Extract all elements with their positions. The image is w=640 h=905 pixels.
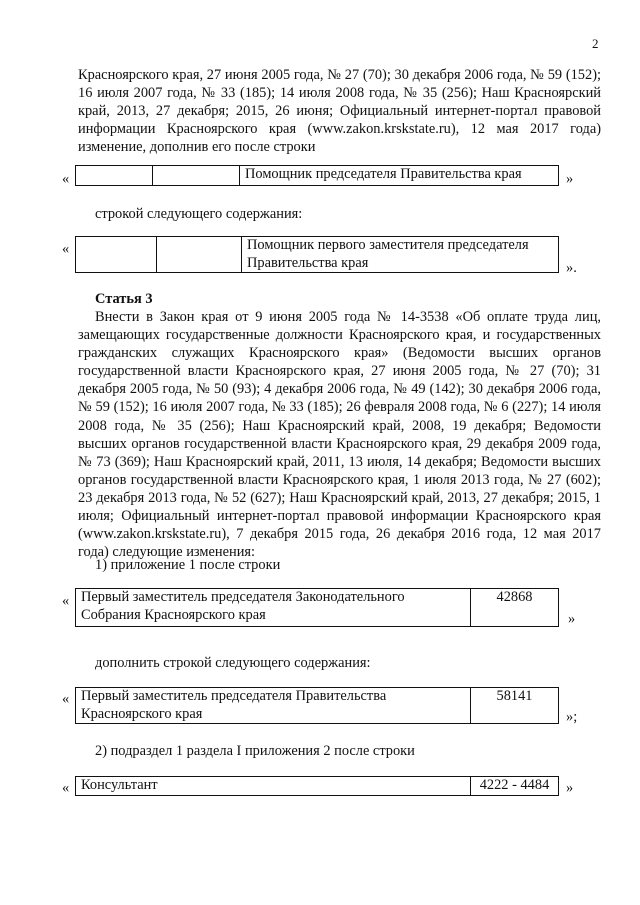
table5-open-quote: «: [62, 780, 70, 796]
line-supplement: дополнить строкой следующего содержания:: [95, 655, 371, 671]
table2: [75, 236, 559, 273]
table4-value: 58141: [471, 688, 559, 724]
article-heading: Статья 3: [95, 291, 153, 307]
table-row: [76, 237, 559, 273]
table3-close-quote: »: [568, 611, 576, 627]
table-row: [76, 777, 559, 796]
table2-cell1: [76, 237, 157, 273]
item1: 1) приложение 1 после строки: [95, 557, 281, 573]
table-row: [76, 589, 559, 627]
article-paragraph: Внести в Закон края от 9 июня 2005 года № 14-3538 «Об оплате труда лиц, замещающих государственные должности Красноярского края, и государственных гражданских служащих Красноярского края» (Ведомости высших органов государственной власти Красноярского края, 27 июня 2005 года, № 27 (70); 31 декабря 2005 года, № 50 (93); 4 декабря 2006 года, № 49 (142); 30 декабря 2006 года, № 59 (152); 16 июля 2007 года, № 33 (185); 26 февраля 2008 года, № 6 (227); 14 июля 2008 года, № 35 (256); Наш Красноярский край, 2008, 19 декабря; Ведомости высших органов государственной власти Красноярского края, 29 декабря 2009 года, № 73 (369); Наш Красноярский край, 2011, 13 июля, 14 декабря; Ведомости высших органов государственной власти Красноярского края, 1 июля 2013 года, № 27 (602); 23 декабря 2013 года, № 52 (627); Наш Красноярский край, 2013, 27 декабря; 2015, 1 июля; Официальный интернет-портал правовой информации Красноярского края (www.zakon.krskstate.ru), 7 декабря 2015 года, 26 декабря 2016 года, 12 мая 2017 года) следующие изменения:: [78, 309, 601, 561]
table2-cell3: Помощник первого заместителя председателя Правительства края: [242, 237, 559, 273]
table1-cell1: [76, 166, 153, 186]
table4-open-quote: «: [62, 691, 70, 707]
table-row: [76, 688, 559, 724]
table5: [75, 776, 559, 796]
table3: [75, 588, 559, 627]
table4-close-quote: »;: [566, 709, 578, 725]
table3-name: Первый заместитель председателя Законодательного Собрания Красноярского края: [76, 589, 471, 627]
table4: [75, 687, 559, 724]
line-following: строкой следующего содержания:: [95, 206, 303, 222]
table3-open-quote: «: [62, 593, 70, 609]
table3-value: 42868: [471, 589, 559, 627]
table-row: [76, 166, 559, 186]
table1: [75, 165, 559, 186]
table2-open-quote: «: [62, 241, 70, 257]
table5-value: 4222 - 4484: [471, 777, 559, 796]
intro-paragraph: Красноярского края, 27 июня 2005 года, № 27 (70); 30 декабря 2006 года, № 59 (152); 16 июля 2007 года, № 33 (185); 14 июля 2008 года, № 35 (256); Наш Красноярский край, 2013, 27 декабря; 2015, 26 июня; Официальный интернет-портал правовой информации Красноярского края (www.zakon.krskstate.ru), 12 мая 2017 года) изменение, дополнив его после строки: [78, 67, 601, 156]
table2-cell2: [157, 237, 242, 273]
item2: 2) подраздел 1 раздела I приложения 2 после строки: [95, 743, 415, 759]
table4-name: Первый заместитель председателя Правительства Красноярского края: [76, 688, 471, 724]
table1-cell2: [153, 166, 240, 186]
table1-cell3: Помощник председателя Правительства края: [240, 166, 559, 186]
table1-close-quote: »: [566, 171, 574, 187]
page-number: 2: [592, 36, 599, 51]
table5-close-quote: »: [566, 780, 574, 796]
table1-open-quote: «: [62, 171, 70, 187]
table5-name: Консультант: [76, 777, 471, 796]
table2-close-quote: ».: [566, 260, 577, 276]
